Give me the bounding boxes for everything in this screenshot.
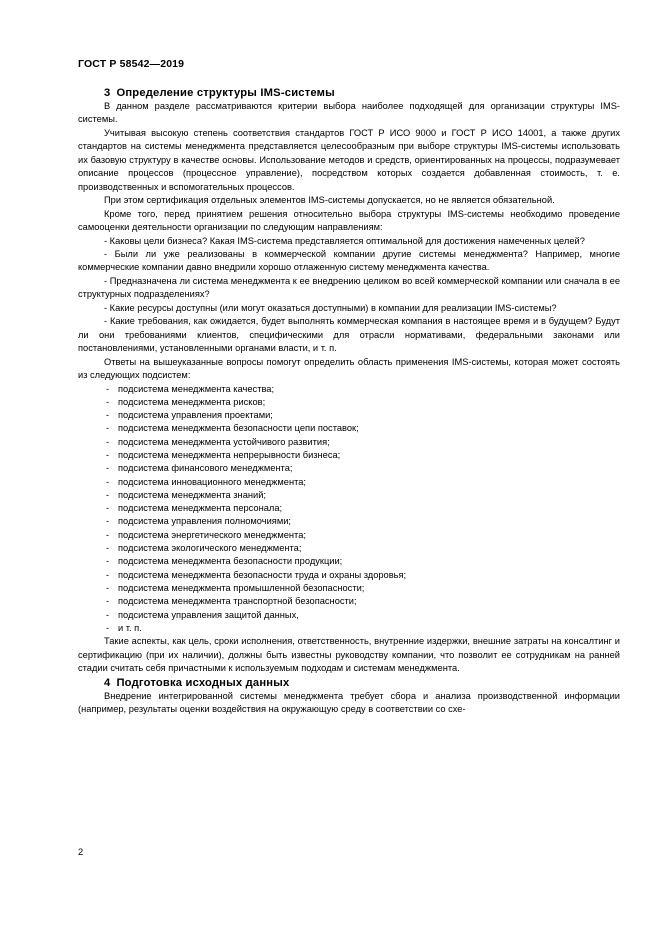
list-bullet: - xyxy=(106,516,110,527)
list-item-label: и т. п. xyxy=(118,622,142,633)
question-item: - Каковы цели бизнеса? Какая IMS-система представляется оптимальной для достижения намеченных целей? xyxy=(104,235,585,246)
question-item: - Какие требования, как ожидается, будет выполнять коммерческая компания в настоящее время и в будущем? Будут ли они требованиями клиентов, специфическими для отрасли нормативами, федеральными законами или постановлениями, установленными органами власти, и т. п. xyxy=(78,316,620,354)
list-item xyxy=(78,529,620,542)
list-item-label: подсистема управления проектами; xyxy=(118,410,273,421)
running-header: ГОСТ Р 58542—2019 xyxy=(78,58,185,70)
list-item xyxy=(78,476,620,489)
list-item xyxy=(78,515,620,528)
section-4-number: 4 xyxy=(104,676,111,689)
list-bullet: - xyxy=(106,396,110,407)
list-bullet: - xyxy=(106,489,110,500)
subsystem-list xyxy=(78,383,620,636)
list-item-label: подсистема менеджмента качества; xyxy=(118,383,275,394)
list-bullet: - xyxy=(106,609,110,620)
list-bullet: - xyxy=(106,556,110,567)
list-item xyxy=(78,489,620,502)
list-item xyxy=(78,542,620,555)
section-4-heading xyxy=(78,676,620,690)
list-bullet: - xyxy=(106,569,110,580)
list-item xyxy=(78,462,620,475)
list-item-label: подсистема менеджмента безопасности цепи поставок; xyxy=(118,423,359,434)
list-item xyxy=(78,409,620,422)
list-item-label: подсистема менеджмента безопасности продукции; xyxy=(118,556,343,567)
list-item xyxy=(78,436,620,449)
list-item xyxy=(78,622,620,635)
list-item-label: подсистема экологического менеджмента; xyxy=(118,543,302,554)
list-bullet: - xyxy=(106,543,110,554)
list-item xyxy=(78,595,620,608)
list-item-label: подсистема менеджмента рисков; xyxy=(118,396,266,407)
list-item xyxy=(78,502,620,515)
list-bullet: - xyxy=(106,529,110,540)
question-item: - Предназначена ли система менеджмента к ее внедрению целиком во всей коммерческой компании или сначала в ее структурных подразделениях? xyxy=(78,275,620,300)
list-item-label: подсистема менеджмента знаний; xyxy=(118,489,266,500)
list-item xyxy=(78,609,620,622)
list-item-label: подсистема менеджмента безопасности труда и охраны здоровья; xyxy=(118,569,407,580)
paragraph: В данном разделе рассматриваются критерии выбора наиболее подходящей для организации структуры IMS-системы. xyxy=(78,101,620,125)
paragraph: Внедрение интегрированной системы менеджмента требует сбора и анализа производственной информации (например, результаты оценки воздействия на окружающую среду в соответствии со схе- xyxy=(78,690,620,714)
list-item-label: подсистема менеджмента непрерывности бизнеса; xyxy=(118,450,341,460)
paragraph: Кроме того, перед принятием решения относительно выбора структуры IMS-системы необходимо проведение самооценки деятельности организации по следующим направлениям: xyxy=(78,208,620,233)
list-item xyxy=(78,422,620,435)
list-item xyxy=(78,449,620,462)
list-item-label: подсистема менеджмента устойчивого развития; xyxy=(118,436,330,447)
list-item-label: подсистема управления полномочиями; xyxy=(118,516,291,527)
list-bullet: - xyxy=(106,436,110,447)
list-item xyxy=(78,383,620,396)
paragraph: При этом сертификация отдельных элементов IMS-системы допускается, но не является обязательной. xyxy=(104,195,555,206)
list-item xyxy=(78,569,620,582)
list-bullet: - xyxy=(106,582,110,593)
list-bullet: - xyxy=(106,450,110,460)
paragraph: Такие аспекты, как цель, сроки исполнения, ответственность, внутренние издержки, внешние затраты на консалтинг и сертификацию (при их наличии), должны быть известны руководству компании, что позволит ее сотрудникам на ранней стадии считать себя причастными к используемым подходам и системам менеджмента. xyxy=(78,636,620,674)
list-bullet: - xyxy=(106,476,110,487)
question-item: - Были ли уже реализованы в коммерческой компании другие системы менеджмента? Например, многие коммерческие компании давно внедрили хорошо отлаженную систему менеджмента качества. xyxy=(78,248,620,273)
section-4-title: Подготовка исходных данных xyxy=(116,676,290,689)
text-column xyxy=(78,86,620,716)
list-bullet: - xyxy=(106,410,110,421)
list-item xyxy=(78,396,620,409)
list-bullet: - xyxy=(106,622,110,633)
list-bullet: - xyxy=(106,463,110,474)
list-item-label: подсистема менеджмента персонала; xyxy=(118,503,283,514)
list-item-label: подсистема финансового менеджмента; xyxy=(118,463,293,474)
list-bullet: - xyxy=(106,596,110,607)
subsystems-lead-in: Ответы на вышеуказанные вопросы помогут определить область применения IMS-системы, которая может состоять из следующих подсистем: xyxy=(78,356,620,381)
page-number: 2 xyxy=(78,847,84,857)
list-bullet: - xyxy=(106,503,110,514)
list-item xyxy=(78,582,620,595)
section-3-title: Определение структуры IMS-системы xyxy=(116,87,335,99)
list-bullet: - xyxy=(106,383,110,394)
section-3-heading xyxy=(78,86,620,100)
list-item-label: подсистема менеджмента транспортной безопасности; xyxy=(118,596,357,607)
list-item-label: подсистема управления защитой данных, xyxy=(118,609,299,620)
section-3-number: 3 xyxy=(104,87,111,99)
list-item xyxy=(78,555,620,568)
paragraph: Учитывая высокую степень соответствия стандартов ГОСТ Р ИСО 9000 и ГОСТ Р ИСО 14001, а также других стандартов на системы менеджмента представляется целесообразным при выборе структуры IMS-системы использовать их базовую структуру в качестве основы. Использование методов и средств, ориентированных на процессы, подразумевает описание процессов (процессное управление), посредством которых создается добавленная стоимость, т. е. производственных и вспомогательных процессов. xyxy=(78,127,620,192)
list-bullet: - xyxy=(106,423,110,434)
list-item-label: подсистема энергетического менеджмента; xyxy=(118,529,306,540)
list-item-label: подсистема менеджмента промышленной безопасности; xyxy=(118,582,365,593)
list-item-label: подсистема инновационного менеджмента; xyxy=(118,476,306,487)
question-item: - Какие ресурсы доступны (или могут оказаться доступными) в компании для реализации IMS-системы? xyxy=(104,302,557,313)
